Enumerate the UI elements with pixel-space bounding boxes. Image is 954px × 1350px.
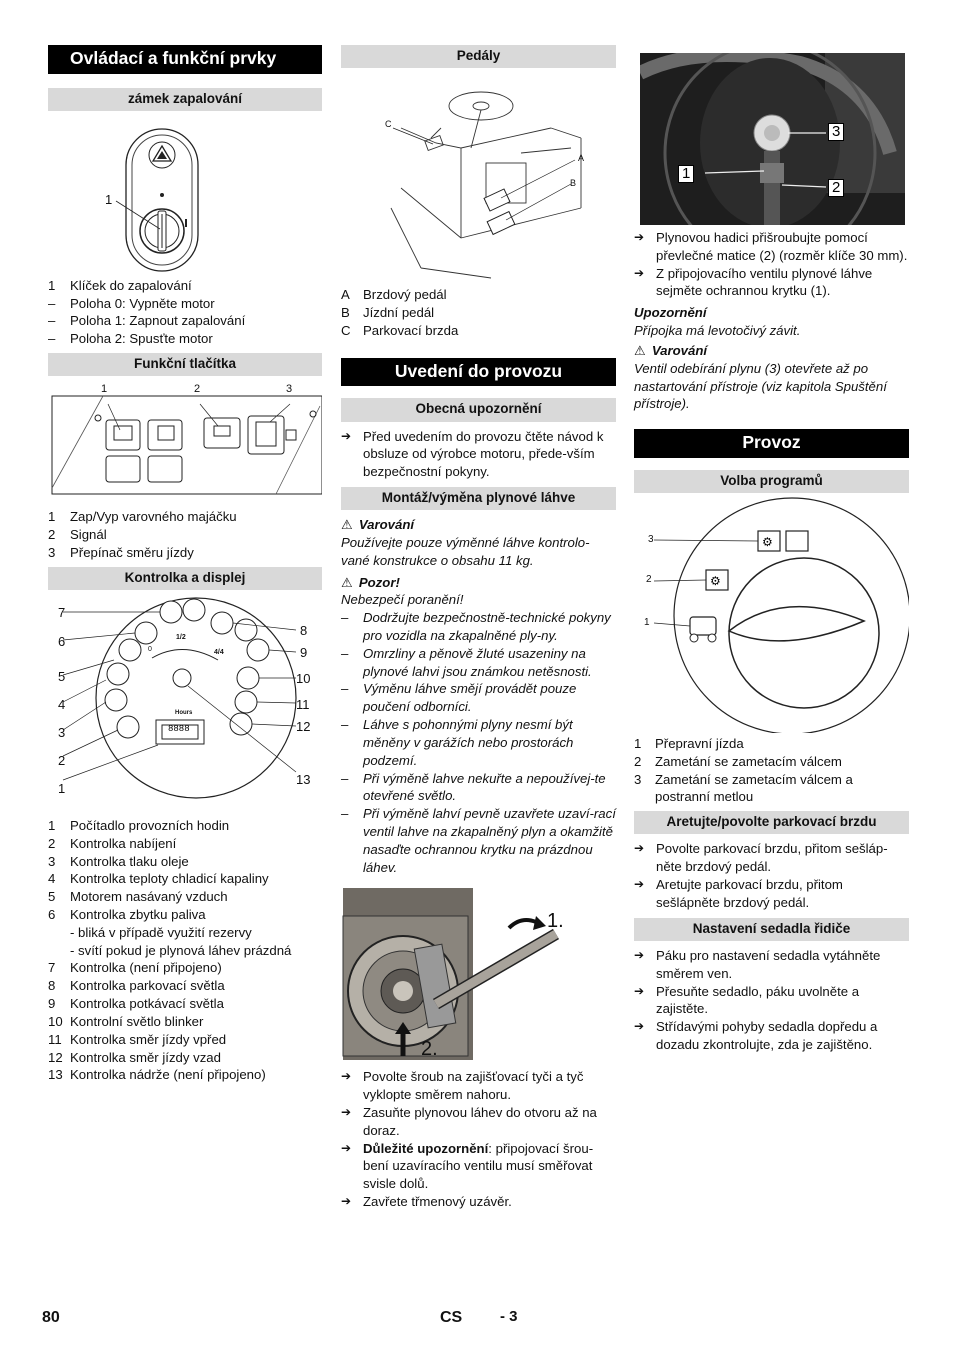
list-item: 9 Kontrolka potkávací světla xyxy=(48,996,224,1012)
program-figure xyxy=(634,493,909,733)
display-callout-10: 10 xyxy=(296,670,311,686)
gauge-label-half: 1/2 xyxy=(176,633,186,641)
photo-step-1: 1. xyxy=(547,910,564,933)
note-label: Upozornění xyxy=(634,305,707,321)
list-item: 7 Kontrolka (není připojeno) xyxy=(48,960,222,976)
list-item: 4 Kontrolka teploty chladicí kapaliny xyxy=(48,871,269,887)
ignition-callout-1: 1 xyxy=(105,191,113,207)
warning-triangle-icon: ⚠ xyxy=(341,574,353,590)
parking-step: ➔ Povolte parkovací brzdu, přitom sešláp-něte brzdový pedál. xyxy=(634,841,888,875)
ignition-figure xyxy=(48,111,322,273)
language-code: CS xyxy=(440,1309,463,1326)
arrow-icon: ➔ xyxy=(634,877,645,892)
section-title-commissioning: Uvedení do provozu xyxy=(341,358,616,387)
hours-label: Hours xyxy=(175,709,193,716)
heading-general-notes: Obecná upozornění xyxy=(341,398,616,421)
svg-text:⚙: ⚙ xyxy=(710,573,721,588)
pedals-callout-c: C xyxy=(385,119,392,130)
arrow-icon: ➔ xyxy=(341,1194,352,1209)
heading-seat-adjustment: Nastavení sedadla řidiče xyxy=(634,918,909,941)
list-item: 12 Kontrolka směr jízdy vzad xyxy=(48,1049,221,1065)
valve-step: ➔ Plynovou hadici přišroubujte pomocí převlečné matice (2) (rozměr klíče 30 mm). xyxy=(634,230,908,263)
display-callout-12: 12 xyxy=(296,718,311,734)
column-2 xyxy=(341,45,616,1211)
gas-step: ➔ Důležité upozornění: připojovací šrou-bení uzavíracího ventilu musí směřovat svisle dolů. xyxy=(341,1140,594,1192)
gauge-label-full: 4/4 xyxy=(214,648,224,656)
svg-text:⚙: ⚙ xyxy=(762,534,773,549)
column-1 xyxy=(48,45,322,1084)
pedals-figure xyxy=(341,68,616,284)
display-callout-13: 13 xyxy=(296,771,311,787)
list-item: B Jízdní pedál xyxy=(341,305,435,321)
valve-callout-1: 1 xyxy=(678,165,694,183)
arrow-icon: ➔ xyxy=(341,428,352,443)
arrow-icon: ➔ xyxy=(634,1019,645,1034)
heading-ignition: zámek zapalování xyxy=(48,88,322,111)
gas-step: ➔ Povolte šroub na zajišťovací tyči a tyč vyklopte směrem nahoru. xyxy=(341,1069,584,1103)
buttons-callout-2: 2 xyxy=(194,383,201,396)
list-item: - svítí pokud je plynová láhev prázdná xyxy=(70,942,292,958)
display-callout-8: 8 xyxy=(300,622,308,638)
display-callout-11: 11 xyxy=(296,696,310,712)
warning-triangle-icon: ⚠ xyxy=(341,517,353,533)
note-text: Přípojka má levotočivý závit. xyxy=(634,323,801,339)
buttons-callout-3: 3 xyxy=(286,383,293,396)
sub-page-number: - 3 xyxy=(500,1308,518,1325)
seat-step: ➔ Střídavými pohyby sedadla dopředu a dozadu zkontrolujte, zda je zajištěno. xyxy=(634,1019,878,1052)
list-item: – Poloha 1: Zapnout zapalování xyxy=(48,313,246,329)
list-item: – Láhve s pohonnými plyny nesmí být měněny v garážích nebo prostorách podzemí. xyxy=(341,717,574,768)
arrow-icon: ➔ xyxy=(634,230,645,244)
list-item: – Při výměně lahví pevně uzavřete uzaví-rací ventil lahve na zkapalněný plyn a okamžitě nasaďte ochrannou krytku na prázdnou láhev. xyxy=(341,806,616,875)
gas-step: ➔ Zavřete třmenový uzávěr. xyxy=(341,1194,512,1210)
heading-program-selection: Volba programů xyxy=(634,470,909,493)
seat-step: ➔ Přesuňte sedadlo, páku uvolněte a zajistěte. xyxy=(634,983,860,1017)
pedals-callout-a: A xyxy=(578,153,585,164)
caution-text: Nebezpečí poranění! xyxy=(341,592,464,608)
heading-gas-bottle: Montáž/výměna plynové láhve xyxy=(341,487,616,510)
program-callout-1: 1 xyxy=(644,616,650,628)
list-item: – Poloha 0: Vypněte motor xyxy=(48,295,215,311)
caution-label: ⚠ Pozor! xyxy=(341,574,400,590)
list-item: 3 Přepínač směru jízdy xyxy=(48,544,194,560)
list-item: 1 Přepravní jízda xyxy=(634,735,744,751)
buttons-callout-1: 1 xyxy=(101,383,108,396)
display-callout-3: 3 xyxy=(58,724,66,740)
heading-pedals: Pedály xyxy=(341,45,616,68)
gas-dash-list xyxy=(341,609,616,876)
display-callout-4: 4 xyxy=(58,696,66,712)
seat-step: ➔ Páku pro nastavení sedadla vytáhněte směrem ven. xyxy=(634,947,881,981)
valve-photo xyxy=(640,53,905,225)
warning-text: Ventil odebírání plynu (3) otevřete až po nastartování přístroje (viz kapitola Spuštění přístroje). xyxy=(634,360,887,412)
display-callout-5: 5 xyxy=(58,668,66,684)
arrow-icon: ➔ xyxy=(341,1069,352,1084)
gas-step: ➔ Zasuňte plynovou láhev do otvoru až na doraz. xyxy=(341,1105,597,1138)
list-item: – Omrzliny a pěnově žluté usazeniny na plynové lahvi jsou známkou netěsnosti. xyxy=(341,645,592,679)
section-title-controls: Ovládací a funkční prvky xyxy=(48,45,322,74)
display-callout-6: 6 xyxy=(58,633,66,649)
parking-step: ➔ Aretujte parkovací brzdu, přitom sešlápněte brzdový pedál. xyxy=(634,877,843,910)
list-item: 13 Kontrolka nádrže (není připojeno) xyxy=(48,1067,266,1083)
arrow-icon: ➔ xyxy=(341,1140,352,1155)
display-callout-7: 7 xyxy=(58,604,66,620)
display-callout-2: 2 xyxy=(58,752,66,768)
buttons-figure xyxy=(48,376,322,502)
list-item: 8 Kontrolka parkovací světla xyxy=(48,978,225,994)
valve-callout-2: 2 xyxy=(828,179,844,197)
arrow-icon: ➔ xyxy=(634,947,645,962)
list-item: 2 Kontrolka nabíjení xyxy=(48,835,177,851)
list-item: 5 Motorem nasávaný vzduch xyxy=(48,889,228,905)
general-step: ➔ Před uvedením do provozu čtěte návod k obsluze od výrobce motoru, přede-vším bezpečnostní pokyny. xyxy=(341,428,604,480)
arrow-icon: ➔ xyxy=(634,265,645,280)
column-3 xyxy=(634,53,909,1054)
gas-bottle-photo xyxy=(341,886,616,1064)
program-callout-2: 2 xyxy=(646,573,652,585)
warning-triangle-icon: ⚠ xyxy=(634,342,646,358)
list-item: 10 Kontrolní světlo blinker xyxy=(48,1013,204,1029)
arrow-icon: ➔ xyxy=(634,983,645,998)
svg-text:8888: 8888 xyxy=(168,723,190,734)
heading-parking-brake: Aretujte/povolte parkovací brzdu xyxy=(634,811,909,834)
pedals-list xyxy=(341,286,616,339)
list-item: – Dodržujte bezpečnostně-technické pokyny pro vozidla na zkapalněné ply-ny. xyxy=(341,610,611,644)
list-item: 2 Signál xyxy=(48,527,107,543)
list-item: 3 Kontrolka tlaku oleje xyxy=(48,853,189,869)
list-item: C Parkovací brzda xyxy=(341,322,459,338)
warning-label: ⚠ Varování xyxy=(634,342,708,358)
section-title-operation: Provoz xyxy=(634,429,909,458)
list-item: 1 Zap/Vyp varovného majáčku xyxy=(48,509,237,525)
list-item: – Poloha 2: Spusťte motor xyxy=(48,331,213,347)
list-item: 1 Klíček do zapalování xyxy=(48,277,192,293)
arrow-icon: ➔ xyxy=(634,841,645,856)
list-item: - bliká v případě využití rezervy xyxy=(70,924,252,940)
page-number: 80 xyxy=(42,1309,60,1326)
display-callout-1: 1 xyxy=(58,780,66,796)
valve-step: ➔ Z připojovacího ventilu plynové láhve sejměte ochrannou krytku (1). xyxy=(634,265,873,299)
list-item: 1 Počítadlo provozních hodin xyxy=(48,817,230,833)
list-item: 11 Kontrolka směr jízdy vpřed xyxy=(48,1031,227,1047)
pedals-callout-b: B xyxy=(570,178,577,189)
display-callout-9: 9 xyxy=(300,644,308,660)
ignition-list xyxy=(48,277,322,348)
warning-text: Používejte pouze výměnné láhve kontrolo-vané konstrukce o obsahu 11 kg. xyxy=(341,534,590,568)
list-item: 3 Zametání se zametacím válcem a postranní metlou xyxy=(634,771,853,805)
list-item: A Brzdový pedál xyxy=(341,287,447,303)
photo-step-2: 2. xyxy=(421,1038,438,1061)
buttons-list xyxy=(48,508,322,561)
program-list xyxy=(634,735,909,806)
list-item: – Při výměně lahve nekuřte a nepoužívej-te otevřené světlo. xyxy=(341,770,606,804)
program-callout-3: 3 xyxy=(648,533,654,545)
heading-display: Kontrolka a displej xyxy=(48,567,322,590)
valve-callout-3: 3 xyxy=(828,123,844,141)
display-figure xyxy=(48,590,322,813)
heading-function-buttons: Funkční tlačítka xyxy=(48,353,322,376)
list-item: 2 Zametání se zametacím válcem xyxy=(634,753,842,769)
arrow-icon: ➔ xyxy=(341,1105,352,1120)
display-list xyxy=(48,817,322,1084)
warning-label: ⚠ Varování xyxy=(341,517,415,533)
list-item: 6 Kontrolka zbytku paliva xyxy=(48,907,206,923)
gauge-label-0: 0 xyxy=(148,645,152,653)
list-item: – Výměnu láhve smějí provádět pouze poučení odborníci. xyxy=(341,681,577,715)
